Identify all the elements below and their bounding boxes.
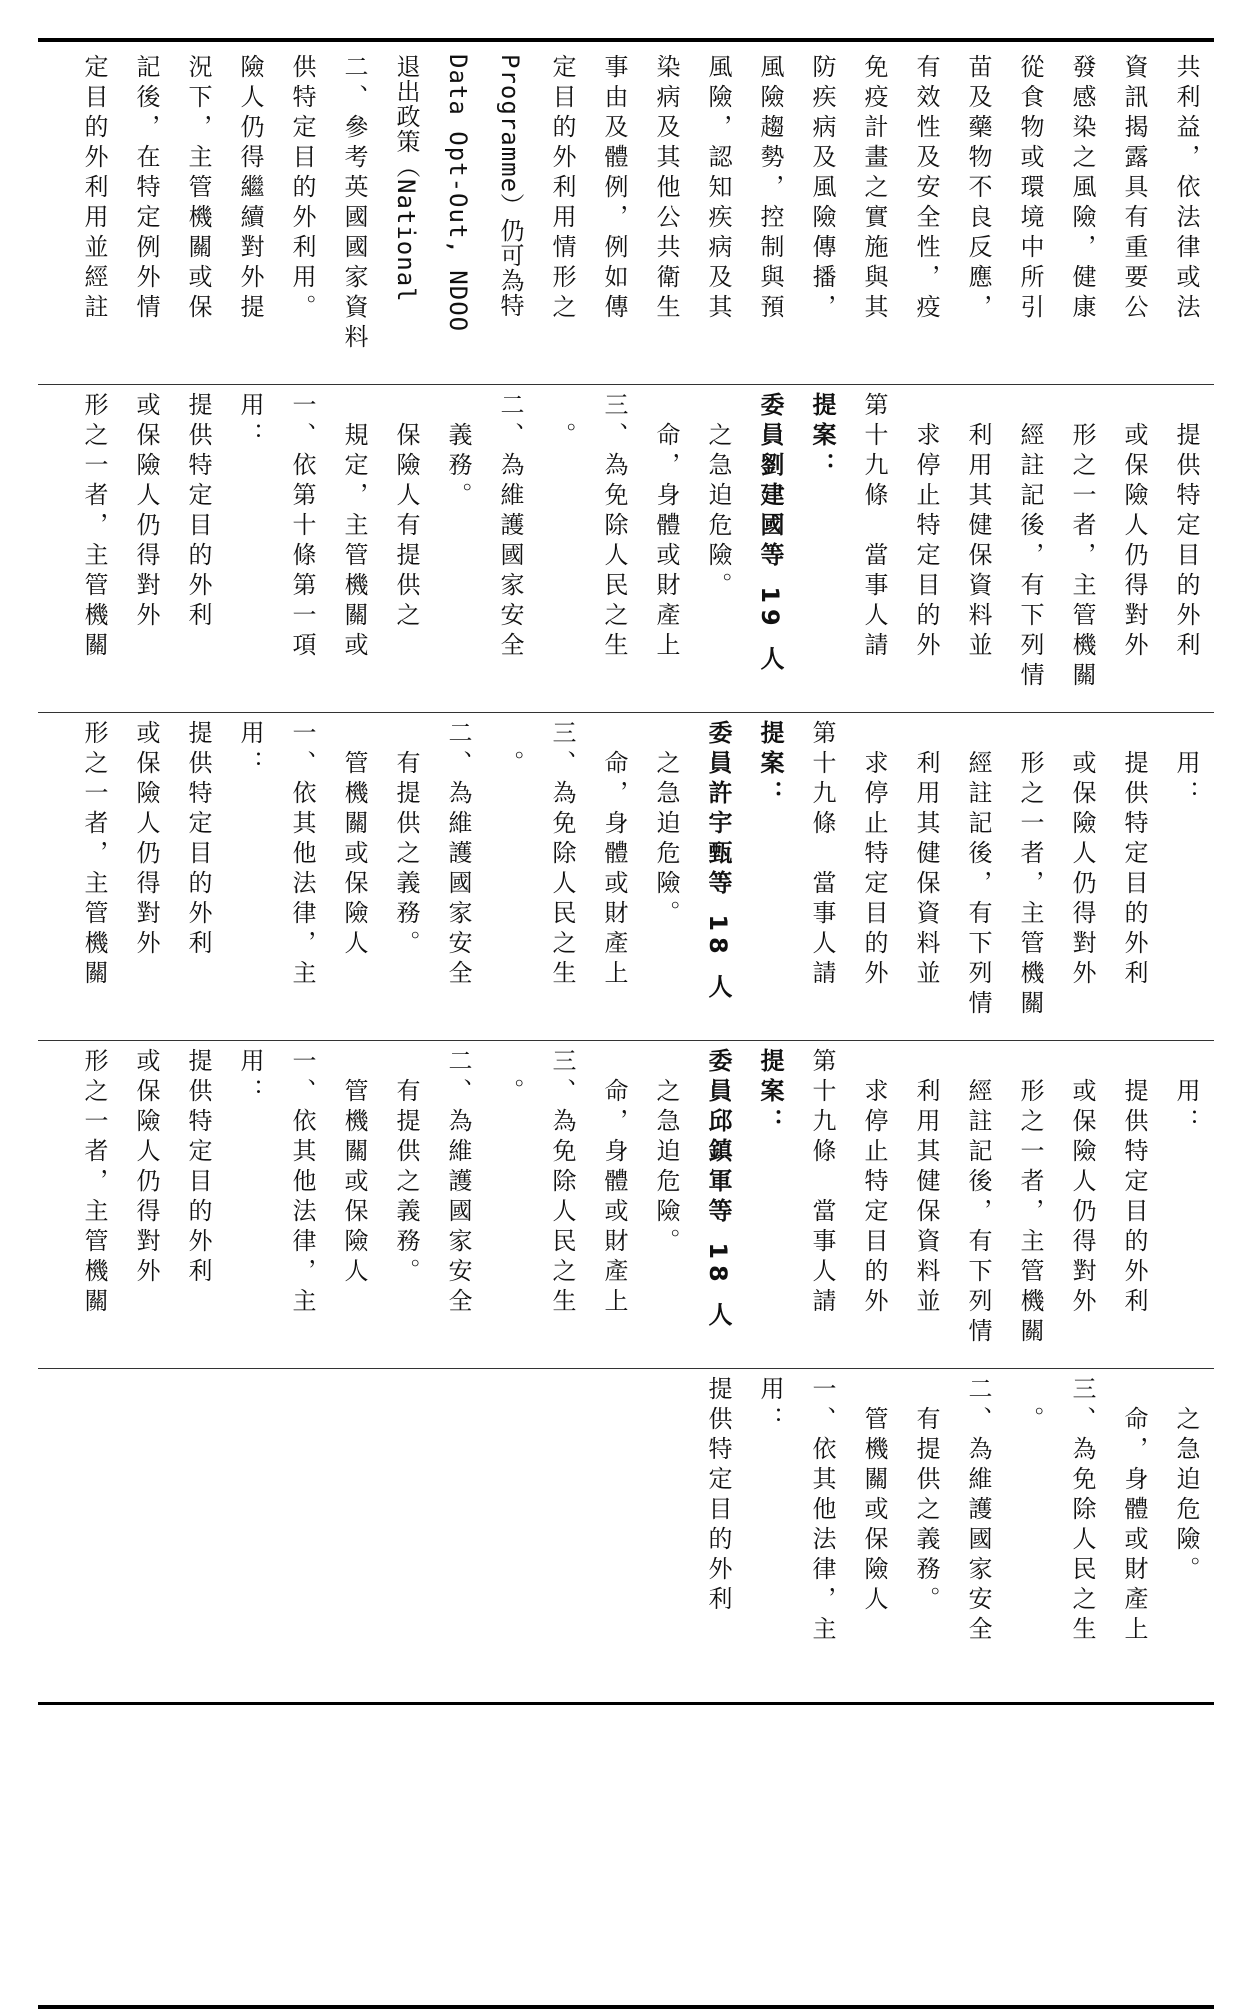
rule-line: [38, 38, 1214, 42]
text-line: 管機關或保險人: [860, 1376, 888, 1616]
text-line: 義務。: [444, 392, 472, 512]
text-line: 或保險人仍得對外: [132, 1048, 160, 1288]
proposal-heading: 委員邱鎮軍等 18 人: [704, 1048, 732, 1333]
proposal-heading: 委員許宇甄等 18 人: [704, 720, 732, 1005]
rule-line: [38, 1702, 1214, 1705]
text-line: 或保險人仍得對外: [1120, 392, 1148, 662]
text-section: [42, 1044, 1212, 1352]
text-line: 求停止特定目的外: [912, 392, 940, 662]
text-line: 三、為免除人民之生: [548, 1048, 576, 1318]
section-divider: [38, 384, 1214, 385]
text-line: 退出政策（National: [392, 54, 420, 303]
text-line: Data Opt-Out, NDOO: [444, 54, 472, 333]
text-line: 二、參考英國國家資料: [340, 54, 368, 354]
text-line: 形之一者，主管機關: [80, 720, 108, 990]
section-divider: [38, 1040, 1214, 1041]
text-line: 二、為維護國家安全: [444, 1048, 472, 1318]
text-line: 提供特定目的外利: [184, 1048, 212, 1288]
text-section: [42, 716, 1212, 1024]
text-line: 利用其健保資料並: [912, 720, 940, 990]
text-line: 風險趨勢，控制與預: [756, 54, 784, 324]
text-line: 有效性及安全性，疫: [912, 54, 940, 324]
text-line: 記後，在特定例外情: [132, 54, 160, 324]
text-line: 經註記後，有下列情: [1016, 392, 1044, 692]
text-section: [42, 50, 1212, 358]
text-line: 用：: [236, 720, 264, 780]
text-line: 。: [548, 392, 576, 452]
proposal-heading: 提案：: [756, 720, 784, 810]
text-line: 命，身體或財產上: [652, 392, 680, 662]
text-line: 用：: [756, 1376, 784, 1436]
text-section: [42, 388, 1212, 696]
text-line: 有提供之義務。: [392, 1048, 420, 1288]
text-line: 用：: [236, 1048, 264, 1108]
text-line: 提供特定目的外利: [1120, 1048, 1148, 1318]
text-line: 防疾病及風險傳播，: [808, 54, 836, 324]
text-line: 三、為免除人民之生: [548, 720, 576, 990]
text-line: 二、為維護國家安全: [444, 720, 472, 990]
text-line: 保險人有提供之: [392, 392, 420, 632]
text-line: 之急迫危險。: [652, 720, 680, 930]
text-line: 資訊揭露具有重要公: [1120, 54, 1148, 324]
text-line: 形之一者，主管機關: [1016, 720, 1044, 1020]
text-line: 提供特定目的外利: [184, 392, 212, 632]
text-line: Programme）仍可為特: [496, 54, 524, 319]
text-section: [42, 1372, 1212, 1680]
text-line: 利用其健保資料並: [964, 392, 992, 662]
text-line: 之急迫危險。: [652, 1048, 680, 1258]
text-line: 一、依其他法律，主: [288, 1048, 316, 1318]
section-divider: [38, 712, 1214, 713]
text-line: 三、為免除人民之生: [600, 392, 628, 662]
text-line: 第十九條 當事人請: [808, 1048, 836, 1318]
text-line: 提供特定目的外利: [1172, 392, 1200, 662]
text-line: 第十九條 當事人請: [808, 720, 836, 990]
proposal-heading: 提案：: [808, 392, 836, 482]
text-line: 命，身體或財產上: [600, 1048, 628, 1318]
text-line: 三、為免除人民之生: [1068, 1376, 1096, 1646]
text-line: 有提供之義務。: [912, 1376, 940, 1616]
text-line: 用：: [1172, 720, 1200, 810]
text-line: 形之一者，主管機關: [80, 1048, 108, 1318]
section-divider: [38, 1368, 1214, 1369]
text-line: 或保險人仍得對外: [1068, 1048, 1096, 1318]
text-line: 定目的外利用情形之: [548, 54, 576, 324]
text-line: 苗及藥物不良反應，: [964, 54, 992, 324]
text-line: 管機關或保險人: [340, 1048, 368, 1288]
text-line: 經註記後，有下列情: [964, 1048, 992, 1348]
text-line: 險人仍得繼續對外提: [236, 54, 264, 324]
text-line: 一、依第十條第一項: [288, 392, 316, 662]
text-line: 二、為維護國家安全: [496, 392, 524, 662]
text-line: 。: [496, 720, 524, 780]
text-line: 提供特定目的外利: [704, 1376, 732, 1616]
text-line: 形之一者，主管機關: [80, 392, 108, 662]
text-line: 之急迫危險。: [704, 392, 732, 602]
text-line: 免疫計畫之實施與其: [860, 54, 888, 324]
text-line: 求停止特定目的外: [860, 720, 888, 990]
text-line: 從食物或環境中所引: [1016, 54, 1044, 324]
text-line: 用：: [236, 392, 264, 452]
proposal-heading: 提案：: [756, 1048, 784, 1138]
text-line: 染病及其他公共衛生: [652, 54, 680, 324]
text-line: 供特定目的外利用。: [288, 54, 316, 324]
text-line: 求停止特定目的外: [860, 1048, 888, 1318]
text-line: 或保險人仍得對外: [132, 392, 160, 632]
text-line: 二、為維護國家安全: [964, 1376, 992, 1646]
text-line: 定目的外利用並經註: [80, 54, 108, 324]
text-line: 事由及體例，例如傳: [600, 54, 628, 324]
text-line: 用：: [1172, 1048, 1200, 1138]
text-line: 一、依其他法律，主: [288, 720, 316, 990]
text-line: 風險，認知疾病及其: [704, 54, 732, 324]
text-line: 第十九條 當事人請: [860, 392, 888, 662]
rule-line: [38, 2005, 1214, 2009]
text-line: 形之一者，主管機關: [1016, 1048, 1044, 1348]
text-line: 提供特定目的外利: [184, 720, 212, 960]
text-line: 之急迫危險。: [1172, 1376, 1200, 1586]
text-line: 規定，主管機關或: [340, 392, 368, 662]
text-line: 有提供之義務。: [392, 720, 420, 960]
text-line: 共利益，依法律或法: [1172, 54, 1200, 324]
text-line: 經註記後，有下列情: [964, 720, 992, 1020]
text-line: 利用其健保資料並: [912, 1048, 940, 1318]
text-line: 管機關或保險人: [340, 720, 368, 960]
text-line: 或保險人仍得對外: [132, 720, 160, 960]
text-line: 形之一者，主管機關: [1068, 392, 1096, 692]
text-line: 命，身體或財產上: [600, 720, 628, 990]
text-line: 況下，主管機關或保: [184, 54, 212, 324]
proposal-heading: 委員劉建國等 19 人: [756, 392, 784, 677]
text-line: 或保險人仍得對外: [1068, 720, 1096, 990]
text-line: 命，身體或財產上: [1120, 1376, 1148, 1646]
text-line: 。: [1016, 1376, 1044, 1436]
text-line: 一、依其他法律，主: [808, 1376, 836, 1646]
text-line: 提供特定目的外利: [1120, 720, 1148, 990]
text-line: 發感染之風險，健康: [1068, 54, 1096, 324]
text-line: 。: [496, 1048, 524, 1108]
